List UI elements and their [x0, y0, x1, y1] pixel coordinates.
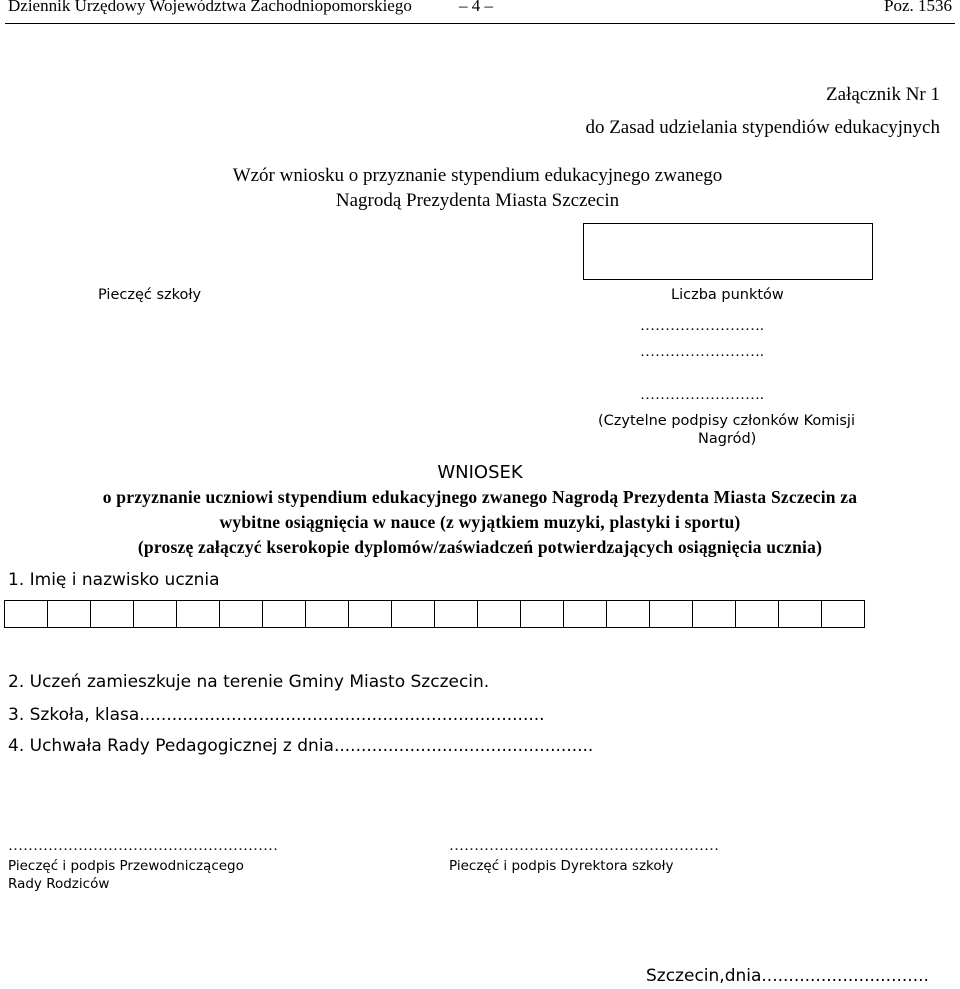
item-3-label: 3. Szkoła, klasa........................................................................... [8, 705, 545, 725]
parents-council-caption-line2: Rady Rodziców [8, 876, 110, 892]
name-letter-cell[interactable] [176, 600, 220, 628]
name-letter-cell[interactable] [47, 600, 91, 628]
name-letter-cell[interactable] [477, 600, 521, 628]
points-box[interactable] [583, 223, 873, 280]
name-letter-cell[interactable] [735, 600, 779, 628]
item-4-label: 4. Uchwała Rady Pedagogicznej z dnia................................................ [8, 736, 594, 756]
attachment-subtitle: do Zasad udzielania stypendiów edukacyjnych [585, 117, 940, 138]
director-caption: Pieczęć i podpis Dyrektora szkoły [449, 858, 674, 874]
form-title-line2: Nagrodą Prezydenta Miasta Szczecin [335, 190, 620, 211]
committee-signature-line-1: ……………………. [640, 318, 764, 334]
name-letter-cell[interactable] [90, 600, 134, 628]
name-letter-cell[interactable] [219, 600, 263, 628]
item-2-label: 2. Uczeń zamieszkuje na terenie Gminy Miasto Szczecin. [8, 672, 490, 692]
name-letter-cell[interactable] [4, 600, 48, 628]
student-name-cells[interactable] [4, 600, 864, 628]
name-letter-cell[interactable] [305, 600, 349, 628]
attachment-number: Załącznik Nr 1 [826, 84, 940, 105]
name-letter-cell[interactable] [434, 600, 478, 628]
parents-council-caption-line1: Pieczęć i podpis Przewodniczącego [8, 858, 244, 874]
position-number: Poz. 1536 [884, 0, 952, 15]
journal-title: Dziennik Urzędowy Województwa Zachodniopomorskiego [8, 0, 412, 15]
place-date: Szczecin,dnia............................... [646, 966, 929, 986]
committee-caption-line2: Nagród) [698, 431, 757, 447]
name-letter-cell[interactable] [778, 600, 822, 628]
name-letter-cell[interactable] [563, 600, 607, 628]
name-letter-cell[interactable] [821, 600, 865, 628]
wniosek-line1: o przyznanie uczniowi stypendium edukacyjnego zwanego Nagrodą Prezydenta Miasta Szczecin za [102, 487, 858, 507]
wniosek-heading: WNIOSEK [437, 462, 523, 483]
wniosek-line3: (proszę załączyć kserokopie dyplomów/zaświadczeń potwierdzających osiągnięcia ucznia) [137, 537, 823, 557]
committee-signature-line-2: ……………………. [640, 344, 764, 360]
name-letter-cell[interactable] [649, 600, 693, 628]
form-title-line1: Wzór wniosku o przyznanie stypendium edukacyjnego zwanego [232, 165, 723, 186]
wniosek-line2: wybitne osiągnięcia w nauce (z wyjątkiem muzyki, plastyki i sportu) [219, 512, 741, 532]
page-number: – 4 – [459, 0, 493, 15]
name-letter-cell[interactable] [348, 600, 392, 628]
name-letter-cell[interactable] [262, 600, 306, 628]
name-letter-cell[interactable] [391, 600, 435, 628]
name-letter-cell[interactable] [133, 600, 177, 628]
committee-signature-line-3: ……………………. [640, 387, 764, 403]
points-label: Liczba punktów [671, 287, 784, 303]
name-letter-cell[interactable] [606, 600, 650, 628]
committee-caption-line1: (Czytelne podpisy członków Komisji [598, 413, 855, 429]
name-letter-cell[interactable] [520, 600, 564, 628]
director-signature-line: ……………………………………………… [449, 838, 719, 854]
name-letter-cell[interactable] [692, 600, 736, 628]
item-1-label: 1. Imię i nazwisko ucznia [8, 570, 220, 590]
header-divider [5, 23, 955, 24]
school-stamp-label: Pieczęć szkoły [98, 287, 202, 303]
parents-council-signature-line: ……………………………………………… [8, 838, 278, 854]
